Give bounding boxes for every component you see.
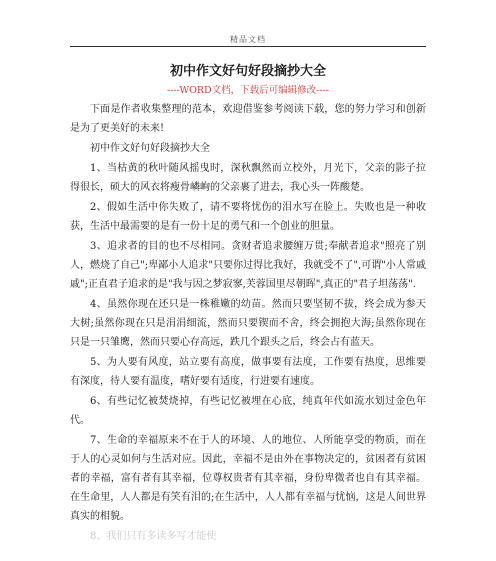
document-title: 初中作文好句好段摘抄大全 [169, 64, 326, 79]
paragraph-item-5: 5、为人要有风度，站立要有高度，做事要有法度，工作要有热度，思维要有深度，待人要有温度，嗜好要有适度，行进要有速度。 [70, 357, 426, 387]
paragraph-item-3: 3、追求者的目的也不尽相同。贪财者追求腰缠万贯;奉献者追求"照亮了别人，燃烧了自己";卑鄙小人追求"只要你过得比我好，我就受不了",可谓"小人常戚戚";正直君子追求的是"我与因之梦寂寥,芙蓉国里尽朝晖",真正的"君子坦荡荡". [70, 241, 426, 290]
paragraph-intro: 下面是作者收集整理的范本，欢迎借鉴参考阅读下载，您的努力学习和创新是为了更美好的未来! [70, 104, 426, 134]
paragraph-item-7: 7、生命的幸福原来不在于人的环境、人的地位、人所能享受的物质，而在于人的心灵如何与生活对应。因此，幸福不是由外在事物决定的，贫困者有贫困者的幸福，富有者有其幸福，位尊权贵者有其幸福，身份卑微者也自有其幸福。在生命里，人人都是有笑有泪的;在生活中，人人都有幸福与忧恼，这是人间世界真实的相貌。 [70, 435, 426, 522]
document-body [70, 62, 426, 542]
paragraph-item-4: 4、虽然你现在还只是一株稚嫩的幼苗。然而只要坚韧不拔，终会成为参天大树;虽然你现在只是涓涓细流，然而只要锲而不舍，终会拥抱大海;虽然你现在只是一只雏鹰，然而只要心存高远，跌几个跟头之后，终会占有蓝天。 [70, 299, 426, 348]
paragraph-item-6: 6、有些记忆被焚烧掉，有些记忆被埋在心底，纯真年代如流水划过金色年代。 [70, 396, 426, 426]
paragraph-item-8: 8、我们只有多读多写才能使 [90, 531, 217, 541]
paragraph-item-2: 2、假如生活中你失败了，请不要将忧伤的泪水写在脸上。失败也是一种收获，生活中最需要的是有一份十足的勇气和一个创业的胆量。 [70, 202, 426, 232]
editable-notice: ----WORD文档，下载后可编辑修改---- [167, 85, 329, 96]
header-divider [70, 46, 426, 47]
paragraph-subtitle: 初中作文好句好段摘抄大全 [90, 143, 210, 154]
paragraph-item-1: 1、当枯黄的秋叶随风摇曳时，深秋飘然而立校外，月光下，父亲的影子拉得很长，硕大的风衣将瘦骨嶙峋的父亲裹了进去，我心头一阵酸楚。 [70, 163, 426, 193]
header-label: 精品文档 [230, 35, 266, 44]
